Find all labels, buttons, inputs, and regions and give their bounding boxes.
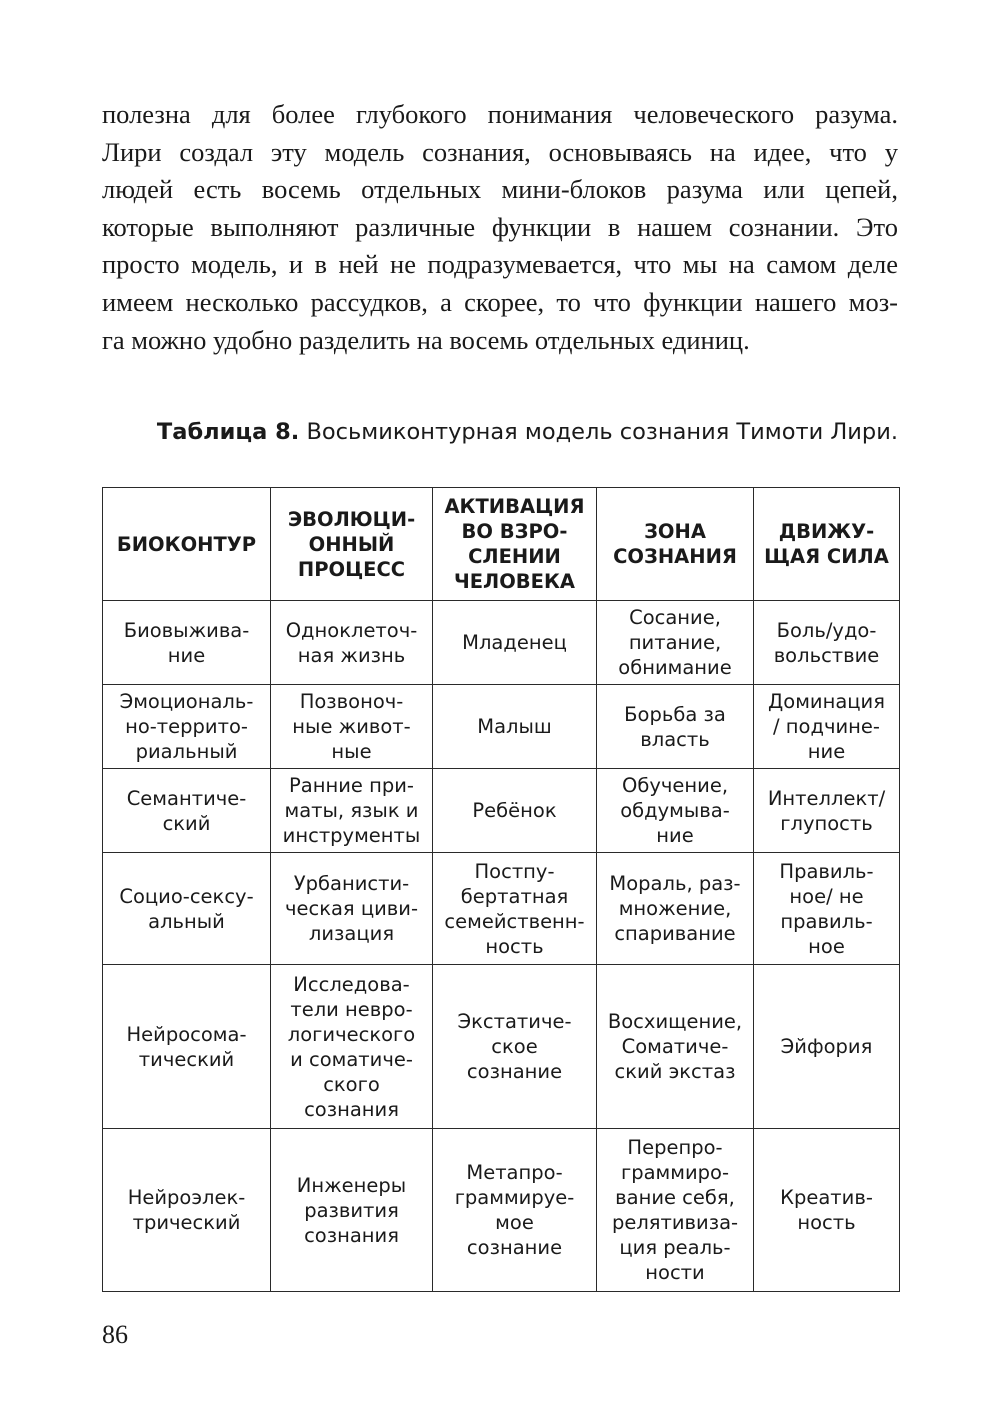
table-cell: Малыш bbox=[433, 685, 597, 769]
table-cell: Урбанисти- ческая циви- лизация bbox=[271, 853, 433, 965]
table-cell: Сосание, питание, обнимание bbox=[597, 601, 754, 685]
table-cell: Нейросома- тический bbox=[103, 965, 271, 1129]
paragraph-line: полезна для более глубокого понимания человеческого разума. bbox=[102, 99, 898, 129]
paragraph-line: имеем несколько рассудков, а скорее, то что функции нашего моз- bbox=[102, 286, 898, 317]
table-cell: Боль/удо- вольствие bbox=[754, 601, 900, 685]
table-cell: Нейроэлек- трический bbox=[103, 1129, 271, 1292]
page-number: 86 bbox=[102, 1320, 128, 1349]
header-activation: АКТИВАЦИЯ ВО ВЗРО- СЛЕНИИ ЧЕЛОВЕКА bbox=[433, 488, 597, 601]
table-cell: Биовыжива- ние bbox=[103, 601, 271, 685]
table-caption bbox=[102, 412, 898, 452]
table-header-row bbox=[103, 488, 900, 601]
table-cell: Эмоциональ- но-террито- риальный bbox=[103, 685, 271, 769]
table-cell: Семантиче- ский bbox=[103, 769, 271, 853]
table-cell: Восхищение, Соматиче- ский экстаз bbox=[597, 965, 754, 1129]
header-biocircuit: БИОКОНТУР bbox=[103, 488, 271, 601]
table-cell: Одноклеточ- ная жизнь bbox=[271, 601, 433, 685]
table-row bbox=[103, 1129, 900, 1292]
table-cell: Креатив- ность bbox=[754, 1129, 900, 1292]
table-cell: Правиль- ное/ не правиль- ное bbox=[754, 853, 900, 965]
table-cell: Борьба за власть bbox=[597, 685, 754, 769]
table-cell: Позвоноч- ные живот- ные bbox=[271, 685, 433, 769]
paragraph-line: га можно удобно разделить на восемь отдельных единиц. bbox=[102, 324, 750, 355]
table-caption-label: Таблица 8. bbox=[156, 419, 300, 445]
paragraph-line: просто модель, и в ней не подразумевается, что мы на самом деле bbox=[102, 249, 898, 280]
paragraph-line: людей есть восемь отдельных мини-блоков разума или цепей, bbox=[102, 174, 898, 205]
table-row bbox=[103, 965, 900, 1129]
biocircuit-table bbox=[102, 487, 900, 1292]
table-cell: Социо-сексу- альный bbox=[103, 853, 271, 965]
table-cell: Доминация / подчине- ние bbox=[754, 685, 900, 769]
table-row bbox=[103, 601, 900, 685]
table-row bbox=[103, 769, 900, 853]
paragraph-line: Лири создал эту модель сознания, основываясь на идее, что у bbox=[102, 136, 898, 167]
table-cell: Обучение, обдумыва- ние bbox=[597, 769, 754, 853]
table-cell: Исследова- тели невро- логического и соматиче- ского сознания bbox=[271, 965, 433, 1129]
body-paragraph bbox=[102, 96, 898, 359]
table-row bbox=[103, 685, 900, 769]
table-cell: Перепро- граммиро- вание себя, релятивиза- ция реаль- ности bbox=[597, 1129, 754, 1292]
table-cell: Младенец bbox=[433, 601, 597, 685]
table-cell: Интеллект/ глупость bbox=[754, 769, 900, 853]
table-caption-text: Восьмиконтурная модель сознания Тимоти Лири. bbox=[299, 419, 898, 445]
table-cell: Ранние при- маты, язык и инструменты bbox=[271, 769, 433, 853]
header-evolution-process: ЭВОЛЮЦИ- ОННЫЙ ПРОЦЕСС bbox=[271, 488, 433, 601]
table-cell: Метапро- граммируе- мое сознание bbox=[433, 1129, 597, 1292]
table-cell: Ребёнок bbox=[433, 769, 597, 853]
table-cell: Постпу- бертатная семейственн- ность bbox=[433, 853, 597, 965]
header-driving-force: ДВИЖУ- ЩАЯ СИЛА bbox=[754, 488, 900, 601]
paragraph-line: которые выполняют различные функции в нашем сознании. Это bbox=[102, 211, 898, 242]
header-consciousness-zone: ЗОНА СОЗНАНИЯ bbox=[597, 488, 754, 601]
table-cell: Инженеры развития сознания bbox=[271, 1129, 433, 1292]
table-cell: Мораль, раз- множение, спаривание bbox=[597, 853, 754, 965]
table-cell: Эйфория bbox=[754, 965, 900, 1129]
table-cell: Экстатиче- ское сознание bbox=[433, 965, 597, 1129]
table-row bbox=[103, 853, 900, 965]
